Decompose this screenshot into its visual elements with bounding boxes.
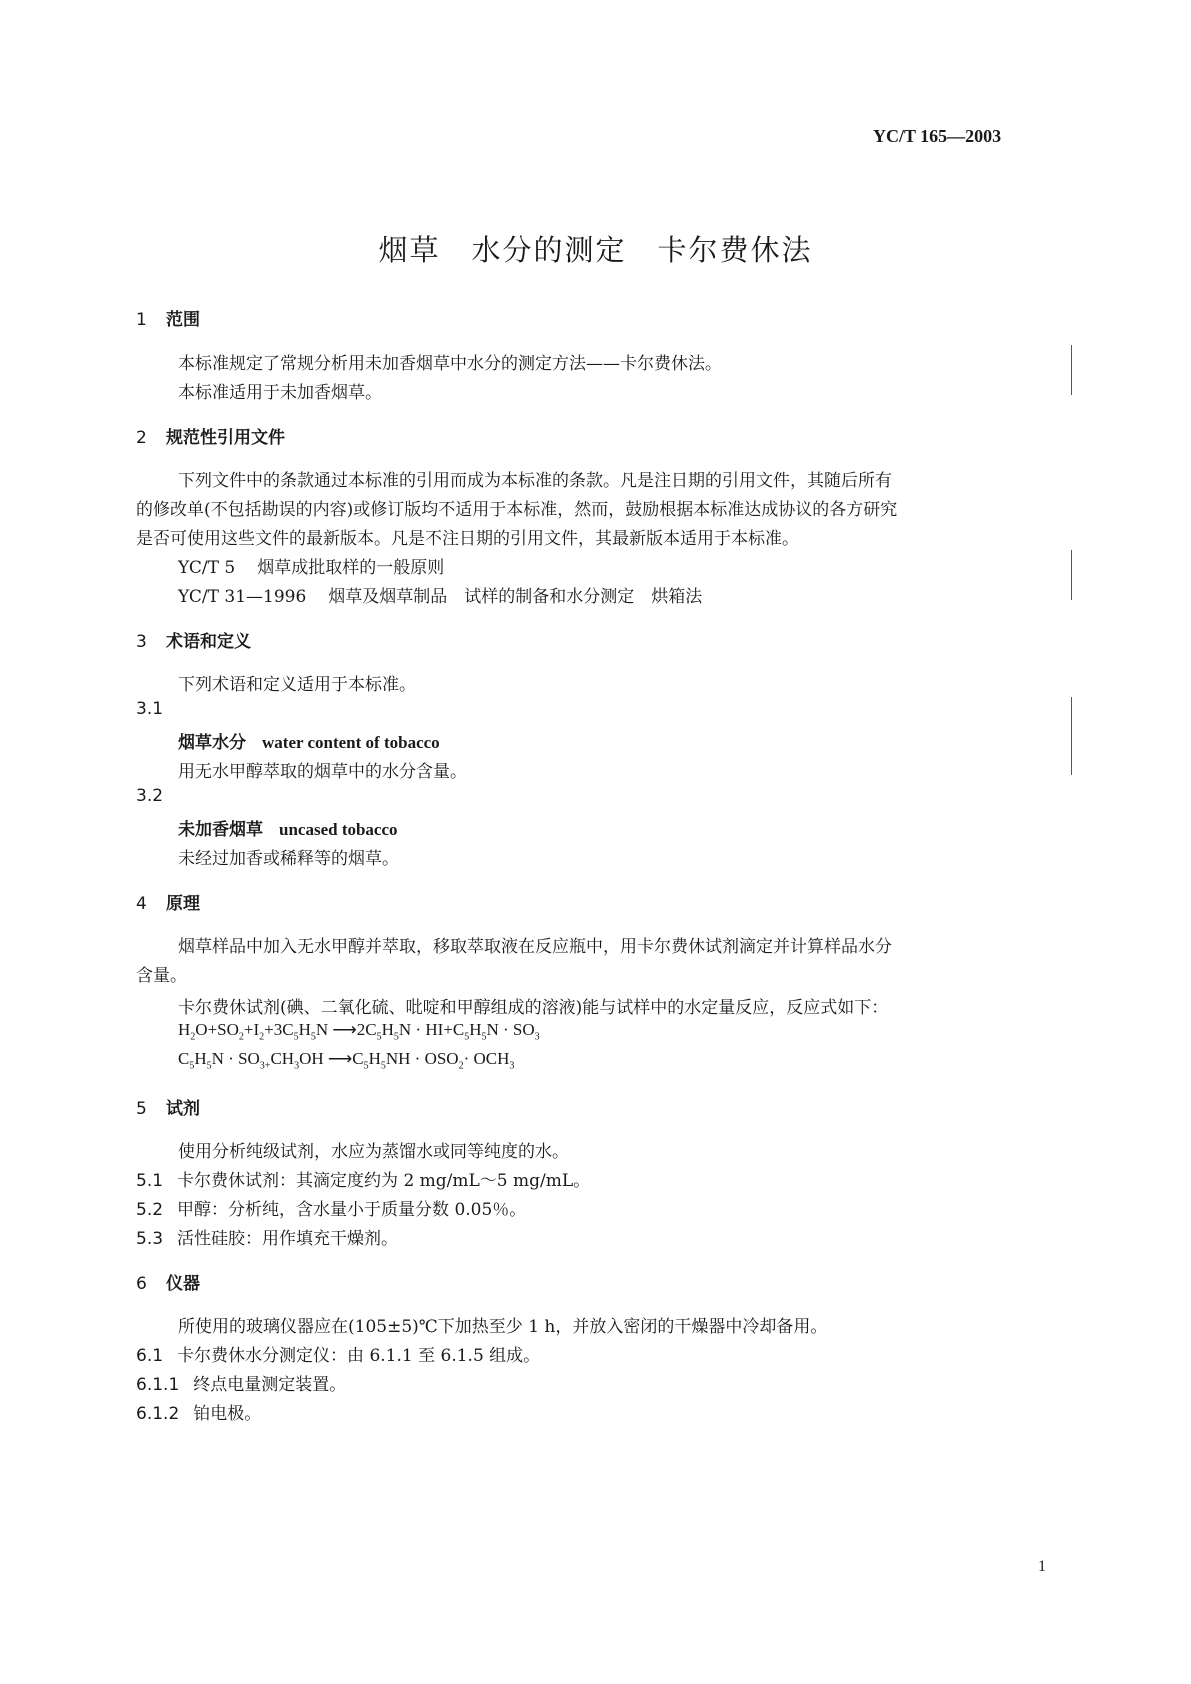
revision-bar <box>1071 697 1072 775</box>
equipment-item <box>136 1341 540 1366</box>
item-text: 铂电极。 <box>193 1404 262 1424</box>
item-text: 卡尔费休水分测定仪：由 6.1.1 至 6.1.5 组成。 <box>177 1346 541 1366</box>
paragraph: 下列术语和定义适用于本标准。 <box>178 675 416 695</box>
section-number: 6 <box>136 1274 147 1294</box>
page-number: 1 <box>1038 1558 1046 1575</box>
item-number: 6.1.2 <box>136 1404 180 1424</box>
term-cn: 未加香烟草 <box>178 820 263 840</box>
reference-title: 烟草及烟草制品 试样的制备和水分测定 烘箱法 <box>328 587 703 607</box>
paragraph-line: 下列文件中的条款通过本标准的引用而成为本标准的条款。凡是注日期的引用文件，其随后所有 <box>178 471 892 491</box>
reagent-item <box>136 1195 526 1220</box>
item-number: 6.1 <box>136 1346 164 1366</box>
section-title: 范围 <box>166 310 200 330</box>
term-heading <box>178 728 440 753</box>
paragraph-line: 卡尔费休试剂(碘、二氧化硫、吡啶和甲醇组成的溶液)能与试样中的水定量反应，反应式如下： <box>178 998 889 1018</box>
revision-bar <box>1071 550 1072 600</box>
paragraph: 本标准规定了常规分析用未加香烟草中水分的测定方法——卡尔费休法。 <box>178 354 722 374</box>
section-number: 3 <box>136 632 147 652</box>
equipment-item <box>136 1399 261 1424</box>
reference-2 <box>178 582 702 607</box>
reference-1 <box>178 553 444 578</box>
section-1-heading <box>136 305 200 330</box>
section-number: 5 <box>136 1099 147 1119</box>
section-2-heading <box>136 423 285 448</box>
section-3-heading <box>136 627 251 652</box>
section-number: 1 <box>136 310 147 330</box>
standard-code: YC/T 165—2003 <box>873 126 1002 146</box>
equipment-item <box>136 1370 346 1395</box>
term-number: 3.2 <box>136 786 164 806</box>
term-en: water content of tobacco <box>262 733 440 752</box>
paragraph: 本标准适用于未加香烟草。 <box>178 383 382 403</box>
reference-code: YC/T 5 <box>178 558 236 578</box>
section-4-heading <box>136 889 200 914</box>
item-number: 5.1 <box>136 1171 164 1191</box>
term-en: uncased tobacco <box>279 820 398 839</box>
term-definition: 未经过加香或稀释等的烟草。 <box>178 849 399 869</box>
item-text: 甲醇：分析纯，含水量小于质量分数 0.05％。 <box>177 1200 527 1220</box>
paragraph-line: 的修改单(不包括勘误的内容)或修订版均不适用于本标准，然而，鼓励根据本标准达成协议的各方研究 <box>136 500 898 520</box>
reagent-item <box>136 1224 398 1249</box>
reagent-item <box>136 1166 590 1191</box>
term-number: 3.1 <box>136 699 164 719</box>
reference-title: 烟草成批取样的一般原则 <box>257 558 445 578</box>
equation-2: $C_5H_5N \cdot SO_{3+}CH_3OH$ $⟶C_5H_5NH \cdot OSO_2\cdot OCH_3$ <box>178 1049 515 1072</box>
paragraph: 所使用的玻璃仪器应在(105±5)℃下加热至少 1 h，并放入密闭的干燥器中冷却备用。 <box>178 1317 828 1337</box>
section-number: 4 <box>136 894 147 914</box>
item-text: 终点电量测定装置。 <box>193 1375 347 1395</box>
document-title: 烟草 水分的测定 卡尔费休法 <box>378 233 813 267</box>
section-5-heading <box>136 1094 200 1119</box>
equation-1: $H_2O+SO_2+I_2+3C_5H_5N$ $⟶2C_5H_5N \cdot HI+C_5H_5N \cdot SO_3$ <box>178 1020 540 1043</box>
item-number: 6.1.1 <box>136 1375 180 1395</box>
item-text: 卡尔费休试剂：其滴定度约为 2 mg/mL～5 mg/mL。 <box>177 1171 591 1191</box>
revision-bar <box>1071 345 1072 395</box>
section-title: 仪器 <box>166 1274 200 1294</box>
section-number: 2 <box>136 428 147 448</box>
paragraph-line: 含量。 <box>136 966 187 986</box>
term-cn: 烟草水分 <box>178 733 246 753</box>
section-title: 术语和定义 <box>166 632 251 652</box>
reference-code: YC/T 31—1996 <box>178 587 307 607</box>
term-heading <box>178 815 398 840</box>
paragraph-line: 是否可使用这些文件的最新版本。凡是不注日期的引用文件，其最新版本适用于本标准。 <box>136 529 799 549</box>
paragraph: 使用分析纯级试剂，水应为蒸馏水或同等纯度的水。 <box>178 1142 569 1162</box>
item-number: 5.3 <box>136 1229 164 1249</box>
paragraph-line: 烟草样品中加入无水甲醇并萃取，移取萃取液在反应瓶中，用卡尔费休试剂滴定并计算样品水分 <box>178 937 892 957</box>
item-number: 5.2 <box>136 1200 164 1220</box>
item-text: 活性硅胶：用作填充干燥剂。 <box>177 1229 399 1249</box>
section-title: 试剂 <box>166 1099 200 1119</box>
term-definition: 用无水甲醇萃取的烟草中的水分含量。 <box>178 762 467 782</box>
section-title: 原理 <box>166 894 200 914</box>
section-6-heading <box>136 1269 200 1294</box>
section-title: 规范性引用文件 <box>166 428 285 448</box>
